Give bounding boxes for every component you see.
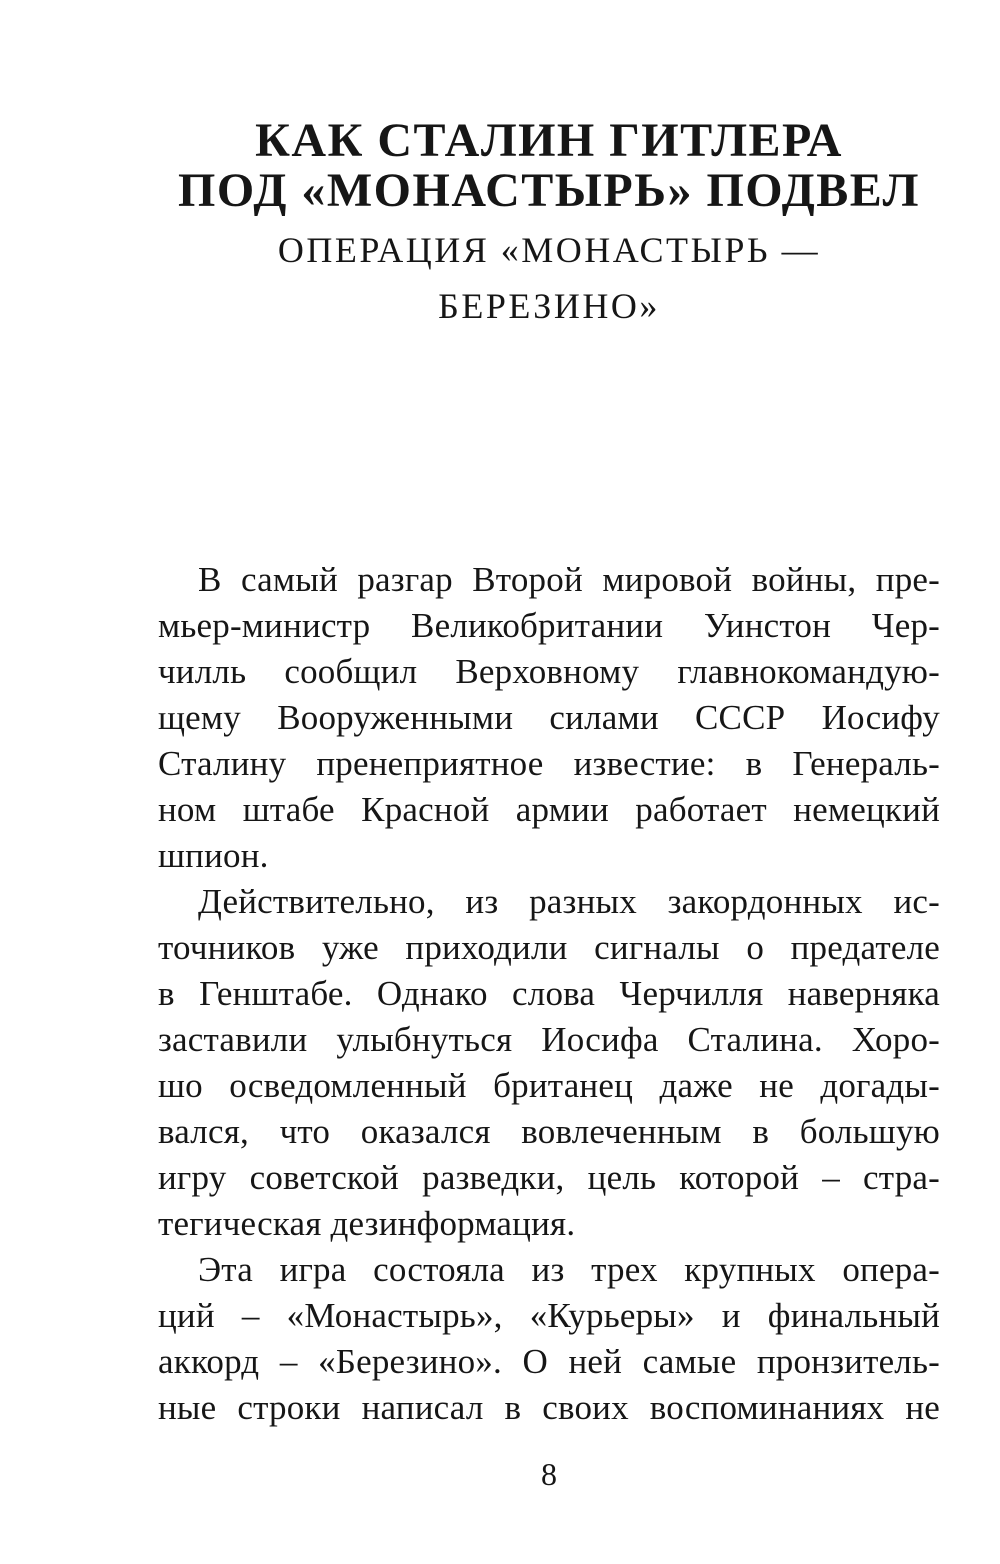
chapter-title	[158, 116, 940, 216]
page-number: 8	[541, 1456, 557, 1492]
body-line: в Генштабе. Однако слова Черчилля наверняка	[158, 974, 940, 1013]
chapter-subtitle	[158, 222, 940, 334]
body-line: мьер-министр Великобритании Уинстон Чер-	[158, 606, 940, 645]
body-line: В самый разгар Второй мировой войны, пре-	[198, 560, 940, 599]
body-line: точников уже приходили сигналы о предателе	[158, 928, 940, 967]
body-line: аккорд – «Березино». О ней самые пронзитель-	[158, 1342, 940, 1381]
paragraph	[158, 1247, 940, 1431]
body-line: вался, что оказался вовлеченным в большую	[158, 1112, 940, 1151]
body-line: чилль сообщил Верховному главнокомандую-	[158, 652, 940, 691]
body-line: заставили улыбнуться Иосифа Сталина. Хоро-	[158, 1020, 940, 1059]
chapter-subtitle-line: БЕРЕЗИНО»	[438, 286, 660, 326]
paragraph	[158, 557, 940, 879]
chapter-title-line: ПОД «МОНАСТЫРЬ» ПОДВЕЛ	[178, 164, 920, 217]
paragraph	[158, 879, 940, 1247]
body-line: Сталину пренеприятное известие: в Генераль-	[158, 744, 940, 783]
chapter-subtitle-line: ОПЕРАЦИЯ «МОНАСТЫРЬ —	[277, 230, 821, 270]
body-line: ном штабе Красной армии работает немецкий	[158, 790, 940, 829]
body-line: Эта игра состояла из трех крупных опера-	[198, 1250, 940, 1289]
body-line: шпион.	[158, 836, 269, 875]
body-text	[158, 557, 940, 1431]
body-line: ций – «Монастырь», «Курьеры» и финальный	[158, 1296, 940, 1335]
body-line: игру советской разведки, цель которой – стра-	[158, 1158, 940, 1197]
body-line: шо осведомленный британец даже не догады-	[158, 1066, 940, 1105]
body-line: щему Вооруженными силами СССР Иосифу	[158, 698, 940, 737]
body-line: ные строки написал в своих воспоминаниях не	[158, 1388, 940, 1427]
body-line: Действительно, из разных закордонных ис-	[198, 882, 940, 921]
chapter-title-line: КАК СТАЛИН ГИТЛЕРА	[255, 114, 843, 167]
body-line: тегическая дезинформация.	[158, 1204, 576, 1243]
